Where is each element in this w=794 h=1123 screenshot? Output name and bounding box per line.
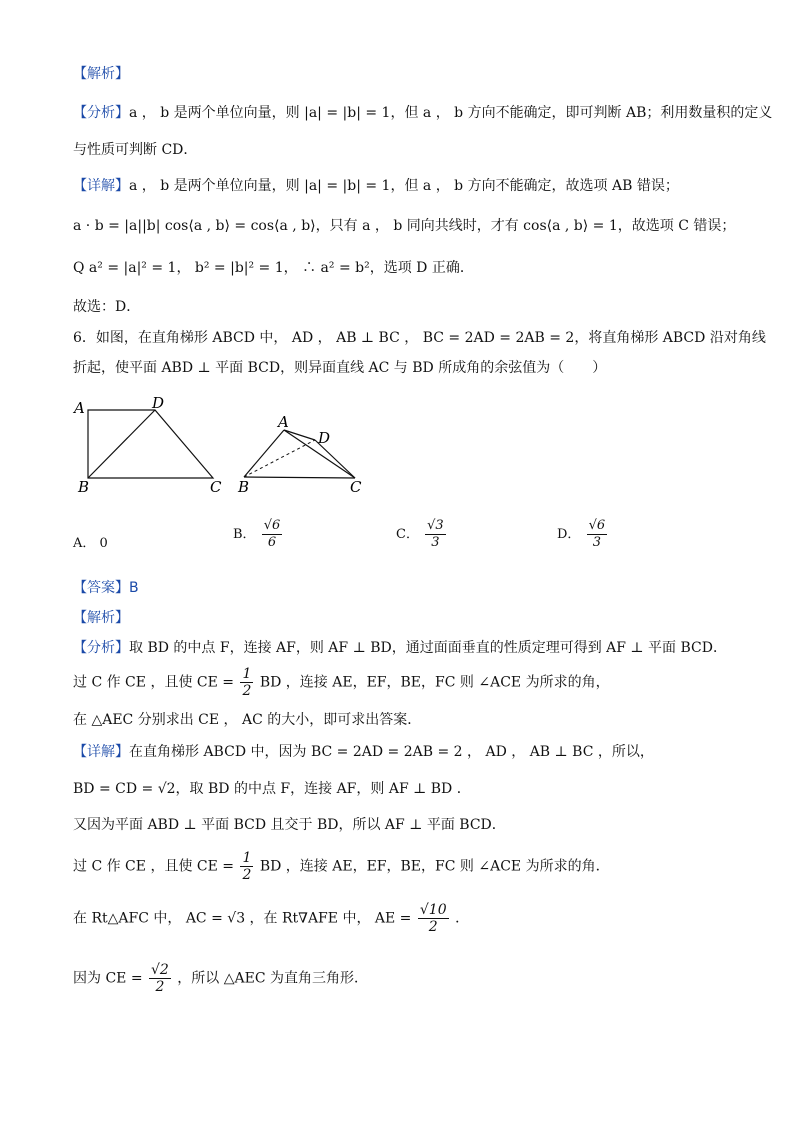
q6-analysis-fraction bbox=[240, 666, 253, 699]
q6-detail-6-num: √2 bbox=[151, 962, 169, 978]
label-D-1: D bbox=[152, 395, 165, 412]
choice-line: 故选：D． bbox=[73, 299, 141, 315]
q6-analysis-2b: BD ，连接 AE，EF，BE，FC 则 ∠ACE 为所求的角， bbox=[259, 674, 610, 691]
q6-detail-4b: BD ，连接 AE，EF，BE，FC 则 ∠ACE 为所求的角． bbox=[259, 858, 610, 875]
option-c-denominator: 3 bbox=[431, 535, 440, 550]
question-stem-2: 折起，使平面 ABD ⊥ 平面 BCD，则异面直线 AC 与 BD 所成角的余弦值为（ ） bbox=[73, 360, 607, 376]
q6-detail-5-fraction bbox=[418, 902, 449, 935]
option-d-label: D． bbox=[557, 527, 581, 542]
q6-analysis-line-3: 在 △AEC 分别求出 CE ， AC 的大小，即可求出答案． bbox=[73, 712, 422, 728]
label-B-2: B bbox=[238, 478, 250, 496]
q6-detail-line-4 bbox=[73, 850, 610, 883]
q6-detail-6-den: 2 bbox=[155, 979, 165, 995]
option-a-label: A． bbox=[73, 536, 96, 551]
q6-analysis-tag: 【分析】 bbox=[73, 640, 129, 656]
option-b-label: B． bbox=[233, 527, 256, 542]
q6-detail-4-num: 1 bbox=[242, 850, 252, 866]
detail-line-1 bbox=[73, 176, 679, 196]
option-b-denominator: 6 bbox=[267, 535, 277, 550]
detail-line-3: Q a² = |a|² = 1， b² = |b|² = 1， ∴ a² = b²，选项 D 正确． bbox=[73, 260, 474, 276]
trapezoid-figure bbox=[72, 395, 222, 496]
option-c-numerator: √3 bbox=[427, 518, 444, 533]
q6-analysis-text: 取 BD 的中点 F，连接 AF，则 AF ⊥ BD，通过面面垂直的性质定理可得到 AF ⊥ 平面 BCD． bbox=[129, 640, 727, 656]
q6-detail-5-den: 2 bbox=[428, 919, 438, 935]
q6-detail-line-5 bbox=[73, 902, 469, 935]
q6-analysis-line-2 bbox=[73, 666, 610, 699]
option-b bbox=[233, 518, 284, 551]
label-C-1: C bbox=[210, 478, 222, 496]
label-D-2: D bbox=[318, 429, 331, 447]
q6-analysis-line-1 bbox=[73, 638, 727, 658]
answer-line: 【答案】B bbox=[73, 580, 139, 596]
q6-detail-5a: 在 Rt△AFC 中， AC = √3 ，在 Rt∇AFE 中， AE = bbox=[73, 910, 412, 927]
option-d bbox=[557, 518, 609, 551]
q6-detail-text: 在直角梯形 ABCD 中，因为 BC = 2AD = 2AB = 2 ， AD ， AB ⊥ BC ，所以， bbox=[129, 744, 654, 760]
q6-analysis-num: 1 bbox=[242, 666, 252, 682]
label-A-1: A bbox=[74, 399, 85, 417]
folded-figure bbox=[237, 413, 362, 496]
option-c bbox=[396, 518, 448, 551]
q6-detail-line-3: 又因为平面 ABD ⊥ 平面 BCD 且交于 BD，所以 AF ⊥ 平面 BCD． bbox=[73, 817, 506, 833]
solution-heading-1: 【解析】 bbox=[73, 66, 129, 82]
analysis-line-2: 与性质可判断 CD． bbox=[73, 142, 198, 158]
label-B-1: B bbox=[78, 478, 90, 496]
option-c-label: C． bbox=[396, 527, 419, 542]
q6-detail-line-2: BD = CD = √2，取 BD 的中点 F，连接 AF，则 AF ⊥ BD ． bbox=[73, 781, 471, 797]
option-d-fraction bbox=[587, 518, 608, 551]
option-d-denominator: 3 bbox=[592, 535, 601, 550]
detail-tag: 【详解】 bbox=[73, 178, 129, 194]
option-c-fraction bbox=[425, 518, 446, 551]
label-C-2: C bbox=[350, 478, 362, 496]
q6-detail-6a: 因为 CE = bbox=[73, 970, 143, 987]
analysis-text: a ， b 是两个单位向量，则 |a| = |b| = 1，但 a ， b 方向不能确定，即可判断 AB；利用数量积的定义 bbox=[129, 105, 773, 121]
q6-detail-4a: 过 C 作 CE ，且使 CE = bbox=[73, 858, 235, 875]
question-stem-1: 6．如图，在直角梯形 ABCD 中， AD ， AB ⊥ BC ， BC = 2AD = 2AB = 2，将直角梯形 ABCD 沿对角线 bbox=[73, 330, 766, 346]
option-a bbox=[73, 532, 108, 551]
question-figures bbox=[0, 395, 794, 505]
q6-detail-6b: ，所以 △AEC 为直角三角形． bbox=[177, 970, 369, 987]
q6-detail-line-1 bbox=[73, 742, 654, 762]
option-b-numerator: √6 bbox=[263, 518, 281, 533]
detail-line-2: a · b = |a||b| cos⟨a , b⟩ = cos⟨a , b⟩，只有 a ， b 同向共线时，才有 cos⟨a , b⟩ = 1，故选项 C 错误； bbox=[73, 218, 736, 234]
q6-detail-6-fraction bbox=[149, 962, 171, 995]
q6-detail-line-6 bbox=[73, 962, 368, 995]
q6-analysis-2a: 过 C 作 CE ，且使 CE = bbox=[73, 674, 235, 691]
solution-heading-2: 【解析】 bbox=[73, 610, 129, 626]
label-A-2: A bbox=[278, 413, 289, 431]
option-a-value: 0 bbox=[99, 536, 108, 551]
detail-text: a ， b 是两个单位向量，则 |a| = |b| = 1，但 a ， b 方向不能确定，故选项 AB 错误； bbox=[129, 178, 679, 194]
q6-detail-4-den: 2 bbox=[242, 867, 252, 883]
analysis-line-1 bbox=[73, 103, 772, 123]
analysis-tag: 【分析】 bbox=[73, 105, 129, 121]
q6-detail-5-num: √10 bbox=[419, 902, 447, 918]
option-b-fraction bbox=[262, 518, 283, 551]
q6-detail-tag: 【详解】 bbox=[73, 744, 129, 760]
q6-detail-4-fraction bbox=[240, 850, 253, 883]
q6-detail-5b: ． bbox=[455, 910, 470, 927]
q6-analysis-den: 2 bbox=[242, 683, 252, 699]
option-d-numerator: √6 bbox=[588, 518, 606, 533]
